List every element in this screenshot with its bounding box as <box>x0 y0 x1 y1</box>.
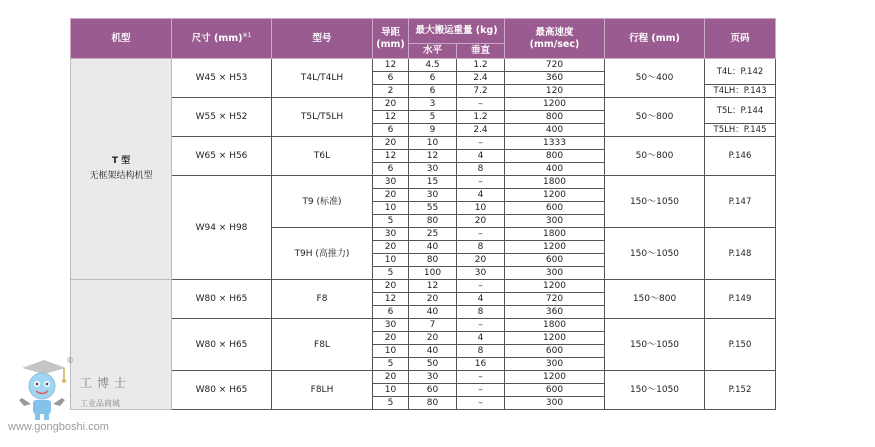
table-row <box>71 319 776 332</box>
horizontal-cell: 30 <box>409 371 457 384</box>
speed-cell: 1200 <box>505 332 605 345</box>
speed-cell: 360 <box>505 306 605 319</box>
lead-cell: 5 <box>373 215 409 228</box>
lead-cell: 20 <box>373 98 409 111</box>
speed-cell: 720 <box>505 293 605 306</box>
table-row <box>71 371 776 384</box>
vertical-cell: 8 <box>457 306 505 319</box>
speed-cell: 360 <box>505 72 605 85</box>
page-cell: P.149 <box>705 280 776 319</box>
table-row <box>71 59 776 72</box>
horizontal-cell: 30 <box>409 163 457 176</box>
horizontal-cell: 5 <box>409 111 457 124</box>
horizontal-cell: 80 <box>409 254 457 267</box>
vertical-cell: – <box>457 280 505 293</box>
page-cell: P.152 <box>705 371 776 410</box>
vertical-cell: 30 <box>457 267 505 280</box>
speed-cell: 400 <box>505 124 605 137</box>
vertical-cell: 2.4 <box>457 124 505 137</box>
type-cell: F8L <box>272 319 373 371</box>
vertical-cell: 10 <box>457 202 505 215</box>
horizontal-cell: 55 <box>409 202 457 215</box>
vertical-cell: 8 <box>457 345 505 358</box>
stroke-cell: 150～1050 <box>605 228 705 280</box>
horizontal-cell: 12 <box>409 280 457 293</box>
lead-cell: 30 <box>373 228 409 241</box>
page-cell: P.147 <box>705 176 776 228</box>
header-type: 型号 <box>272 19 373 59</box>
horizontal-cell: 20 <box>409 293 457 306</box>
horizontal-cell: 80 <box>409 215 457 228</box>
horizontal-cell: 100 <box>409 267 457 280</box>
vertical-cell: 4 <box>457 293 505 306</box>
page-cell: T5LH：P.145 <box>705 124 776 137</box>
speed-cell: 300 <box>505 267 605 280</box>
vertical-cell: – <box>457 319 505 332</box>
horizontal-cell: 25 <box>409 228 457 241</box>
lead-cell: 12 <box>373 111 409 124</box>
header-max-payload: 最大搬运重量 (kg) <box>409 19 505 44</box>
vertical-cell: 4 <box>457 332 505 345</box>
vertical-cell: 20 <box>457 254 505 267</box>
table-row <box>71 176 776 189</box>
vertical-cell: – <box>457 397 505 410</box>
lead-cell: 12 <box>373 59 409 72</box>
lead-cell: 12 <box>373 293 409 306</box>
stroke-cell: 50～800 <box>605 98 705 137</box>
speed-cell: 300 <box>505 215 605 228</box>
horizontal-cell: 15 <box>409 176 457 189</box>
size-cell: W55 × H52 <box>172 98 272 137</box>
lead-cell: 10 <box>373 202 409 215</box>
lead-cell: 30 <box>373 176 409 189</box>
vertical-cell: – <box>457 176 505 189</box>
horizontal-cell: 20 <box>409 332 457 345</box>
speed-cell: 1200 <box>505 280 605 293</box>
horizontal-cell: 80 <box>409 397 457 410</box>
watermark-title: 工博士 <box>80 376 132 390</box>
lead-cell: 5 <box>373 267 409 280</box>
speed-cell: 600 <box>505 384 605 397</box>
lead-cell: 20 <box>373 332 409 345</box>
page-cell: T4L：P.142 <box>705 59 776 85</box>
page-cell: T4LH：P.143 <box>705 85 776 98</box>
page-cell: P.148 <box>705 228 776 280</box>
stroke-cell: 150～1050 <box>605 319 705 371</box>
header-page: 页码 <box>705 19 776 59</box>
size-cell: W80 × H65 <box>172 319 272 371</box>
lead-cell: 20 <box>373 137 409 150</box>
header-max-speed: 最高速度 (mm/sec) <box>505 19 605 59</box>
vertical-cell: – <box>457 384 505 397</box>
lead-cell: 20 <box>373 371 409 384</box>
type-cell: T9H (高推力) <box>272 228 373 280</box>
size-cell: W45 × H53 <box>172 59 272 98</box>
series-desc: 无框架结构机型 <box>89 171 153 181</box>
speed-cell: 400 <box>505 163 605 176</box>
lead-cell: 10 <box>373 254 409 267</box>
vertical-cell: 20 <box>457 215 505 228</box>
header-horizontal: 水平 <box>409 44 457 59</box>
speed-cell: 1800 <box>505 319 605 332</box>
speed-cell: 1800 <box>505 228 605 241</box>
speed-cell: 1333 <box>505 137 605 150</box>
lead-cell: 10 <box>373 345 409 358</box>
page-cell: T5L：P.144 <box>705 98 776 124</box>
vertical-cell: – <box>457 371 505 384</box>
spec-table <box>70 18 776 410</box>
speed-cell: 800 <box>505 150 605 163</box>
table-row <box>71 137 776 150</box>
stroke-cell: 150～800 <box>605 280 705 319</box>
vertical-cell: 8 <box>457 241 505 254</box>
watermark-registered-mark: ® <box>66 356 74 365</box>
series-name: T 型 <box>111 156 131 166</box>
header-vertical: 垂直 <box>457 44 505 59</box>
watermark-url: www.gongboshi.com <box>8 421 109 433</box>
stroke-cell: 150～1050 <box>605 176 705 228</box>
speed-cell: 1200 <box>505 371 605 384</box>
vertical-cell: 8 <box>457 163 505 176</box>
horizontal-cell: 3 <box>409 98 457 111</box>
vertical-cell: – <box>457 228 505 241</box>
vertical-cell: 2.4 <box>457 72 505 85</box>
lead-cell: 5 <box>373 358 409 371</box>
horizontal-cell: 40 <box>409 241 457 254</box>
lead-cell: 6 <box>373 124 409 137</box>
mascot-icon <box>14 358 70 422</box>
speed-cell: 600 <box>505 202 605 215</box>
type-cell: T5L/T5LH <box>272 98 373 137</box>
vertical-cell: 1.2 <box>457 111 505 124</box>
lead-cell: 20 <box>373 280 409 293</box>
lead-cell: 6 <box>373 72 409 85</box>
vertical-cell: – <box>457 98 505 111</box>
speed-cell: 1200 <box>505 98 605 111</box>
lead-cell: 30 <box>373 319 409 332</box>
type-cell: T6L <box>272 137 373 176</box>
series-cell-t <box>71 59 172 280</box>
speed-cell: 1800 <box>505 176 605 189</box>
size-cell: W94 × H98 <box>172 176 272 280</box>
type-cell: T9 (标准) <box>272 176 373 228</box>
header-stroke: 行程 (mm) <box>605 19 705 59</box>
lead-cell: 6 <box>373 163 409 176</box>
speed-cell: 300 <box>505 358 605 371</box>
horizontal-cell: 30 <box>409 189 457 202</box>
horizontal-cell: 6 <box>409 85 457 98</box>
vertical-cell: 16 <box>457 358 505 371</box>
horizontal-cell: 4.5 <box>409 59 457 72</box>
header-size-label: 尺寸 (mm) <box>191 33 243 45</box>
speed-cell: 600 <box>505 254 605 267</box>
lead-cell: 6 <box>373 306 409 319</box>
horizontal-cell: 50 <box>409 358 457 371</box>
horizontal-cell: 9 <box>409 124 457 137</box>
page-cell: P.146 <box>705 137 776 176</box>
size-cell: W80 × H65 <box>172 280 272 319</box>
stroke-cell: 50～400 <box>605 59 705 98</box>
header-lead: 导距 (mm) <box>373 19 409 59</box>
speed-cell: 300 <box>505 397 605 410</box>
vertical-cell: 7.2 <box>457 85 505 98</box>
lead-cell: 2 <box>373 85 409 98</box>
watermark <box>0 350 160 447</box>
horizontal-cell: 60 <box>409 384 457 397</box>
speed-cell: 600 <box>505 345 605 358</box>
watermark-subtitle: 工业品商城 <box>80 399 120 408</box>
stroke-cell: 150～1050 <box>605 371 705 410</box>
table-row <box>71 98 776 111</box>
speed-cell: 120 <box>505 85 605 98</box>
speed-cell: 720 <box>505 59 605 72</box>
horizontal-cell: 12 <box>409 150 457 163</box>
vertical-cell: 4 <box>457 189 505 202</box>
header-row <box>71 19 776 44</box>
horizontal-cell: 40 <box>409 345 457 358</box>
lead-cell: 5 <box>373 397 409 410</box>
speed-cell: 1200 <box>505 189 605 202</box>
header-size-note: ※1 <box>242 32 252 40</box>
stroke-cell: 50～800 <box>605 137 705 176</box>
horizontal-cell: 6 <box>409 72 457 85</box>
lead-cell: 10 <box>373 384 409 397</box>
size-cell: W65 × H56 <box>172 137 272 176</box>
type-cell: T4L/T4LH <box>272 59 373 98</box>
header-size <box>172 19 272 59</box>
type-cell: F8LH <box>272 371 373 410</box>
header-model: 机型 <box>71 19 172 59</box>
horizontal-cell: 7 <box>409 319 457 332</box>
type-cell: F8 <box>272 280 373 319</box>
speed-cell: 800 <box>505 111 605 124</box>
lead-cell: 20 <box>373 189 409 202</box>
table-row <box>71 280 776 293</box>
vertical-cell: 4 <box>457 150 505 163</box>
size-cell: W80 × H65 <box>172 371 272 410</box>
lead-cell: 12 <box>373 150 409 163</box>
speed-cell: 1200 <box>505 241 605 254</box>
vertical-cell: 1.2 <box>457 59 505 72</box>
horizontal-cell: 10 <box>409 137 457 150</box>
page-cell: P.150 <box>705 319 776 371</box>
vertical-cell: – <box>457 137 505 150</box>
lead-cell: 20 <box>373 241 409 254</box>
horizontal-cell: 40 <box>409 306 457 319</box>
